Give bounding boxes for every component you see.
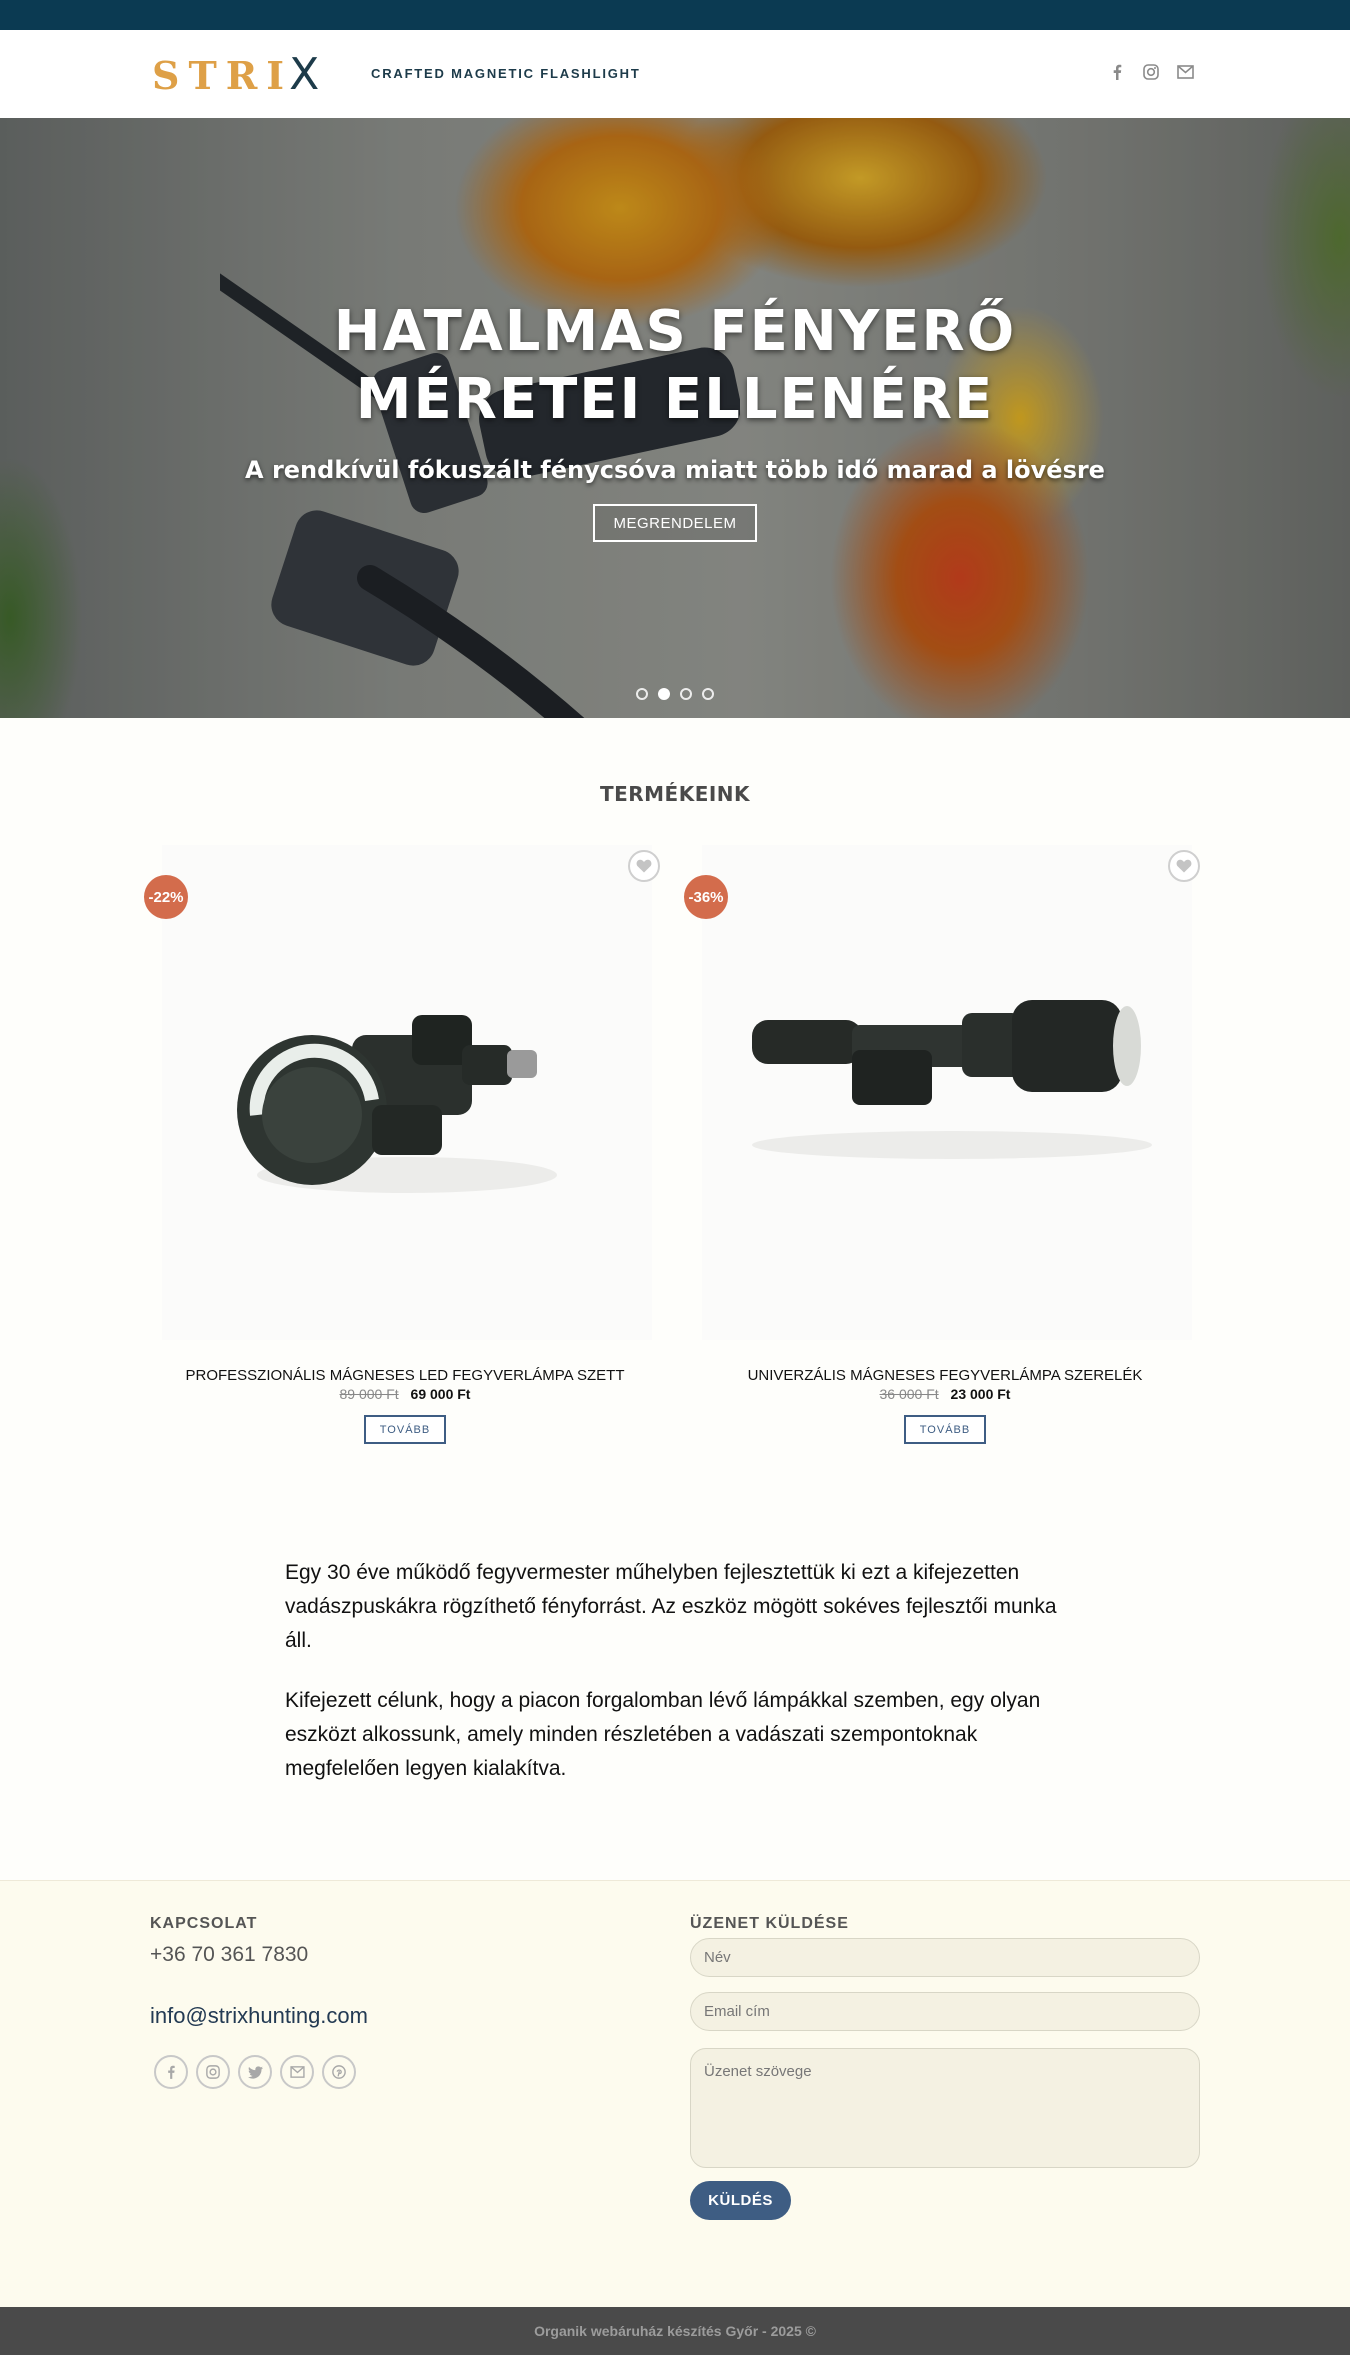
about-paragraph-1: Egy 30 éve működő fegyvermester műhelyben fejlesztettük ki ezt a kifejezetten vadászpuskákra rögzíthető fényforrást. Az eszköz mögött sokéves fejlesztői munka áll. (285, 1561, 1057, 1652)
order-button[interactable]: MEGRENDELEM (593, 504, 757, 542)
email-address[interactable]: info@strixhunting.com (150, 2003, 368, 2028)
footer (0, 1880, 1350, 2307)
logo[interactable] (152, 49, 320, 100)
phone-number[interactable]: +36 70 361 7830 (150, 1943, 309, 1966)
tagline: CRAFTED MAGNETIC FLASHLIGHT (371, 66, 641, 81)
facebook-icon[interactable] (1107, 62, 1127, 82)
slider-dot-active[interactable] (658, 688, 670, 700)
sale-price: 23 000 Ft (950, 1386, 1011, 1402)
hero-title-line-1: HATALMAS FÉNYERŐ (333, 299, 1017, 364)
discount-badge: -22% (144, 875, 188, 919)
product-name[interactable]: UNIVERZÁLIS MÁGNESES FEGYVERLÁMPA SZERELÉK (747, 1367, 1143, 1384)
slider-dot[interactable] (702, 688, 714, 700)
about-section (285, 1556, 1065, 1812)
form-heading: ÜZENET KÜLDÉSE (690, 1915, 849, 1932)
old-price: 89 000 Ft (339, 1386, 399, 1402)
hero-slider[interactable] (0, 118, 1350, 718)
facebook-icon[interactable] (154, 2055, 188, 2089)
more-button[interactable]: TOVÁBB (904, 1415, 986, 1444)
product-image[interactable] (162, 845, 652, 1340)
slider-dot[interactable] (680, 688, 692, 700)
instagram-icon[interactable] (196, 2055, 230, 2089)
hero-subtitle: A rendkívül fókuszált fénycsóva miatt több idő marad a lövésre (245, 456, 1105, 484)
product-image[interactable] (702, 845, 1192, 1340)
top-bar (0, 0, 1350, 30)
name-field[interactable] (690, 1938, 1200, 1977)
hero-title (0, 298, 1350, 434)
more-button[interactable]: TOVÁBB (364, 1415, 446, 1444)
wishlist-heart-icon[interactable] (628, 850, 660, 882)
sale-price: 69 000 Ft (410, 1386, 471, 1402)
site-header (0, 30, 1350, 118)
product-price (690, 1386, 1200, 1402)
instagram-icon[interactable] (1141, 62, 1161, 82)
product-name[interactable]: PROFESSZIONÁLIS MÁGNESES LED FEGYVERLÁMPA SZETT (185, 1367, 625, 1384)
email-field[interactable] (690, 1992, 1200, 2031)
send-button[interactable]: KÜLDÉS (690, 2181, 791, 2220)
copyright-bar (0, 2307, 1350, 2355)
old-price: 36 000 Ft (879, 1386, 939, 1402)
slider-dot[interactable] (636, 688, 648, 700)
products-heading: TERMÉKEINK (599, 782, 751, 806)
logo-mark: X (289, 49, 320, 100)
header-social-links (1107, 62, 1195, 82)
footer-social-links (154, 2055, 356, 2089)
hero-title-line-2: MÉRETEI ELLENÉRE (355, 367, 995, 432)
pinterest-icon[interactable] (322, 2055, 356, 2089)
email-icon[interactable] (280, 2055, 314, 2089)
wishlist-heart-icon[interactable] (1168, 850, 1200, 882)
copyright-text[interactable]: Organik webáruház készítés Győr - 2025 © (534, 2323, 816, 2339)
discount-badge: -36% (684, 875, 728, 919)
logo-text: STRI (152, 52, 294, 98)
contact-heading: KAPCSOLAT (150, 1915, 258, 1932)
slider-dots (636, 688, 714, 700)
about-paragraph-2: Kifejezett célunk, hogy a piacon forgalomban lévő lámpákkal szemben, egy olyan eszközt alkossunk, amely minden részletében a vadászati szempontoknak megfelelően legyen kialakítva. (285, 1689, 1041, 1780)
twitter-icon[interactable] (238, 2055, 272, 2089)
email-icon[interactable] (1175, 62, 1195, 82)
message-field[interactable] (690, 2048, 1200, 2168)
product-price (150, 1386, 660, 1402)
